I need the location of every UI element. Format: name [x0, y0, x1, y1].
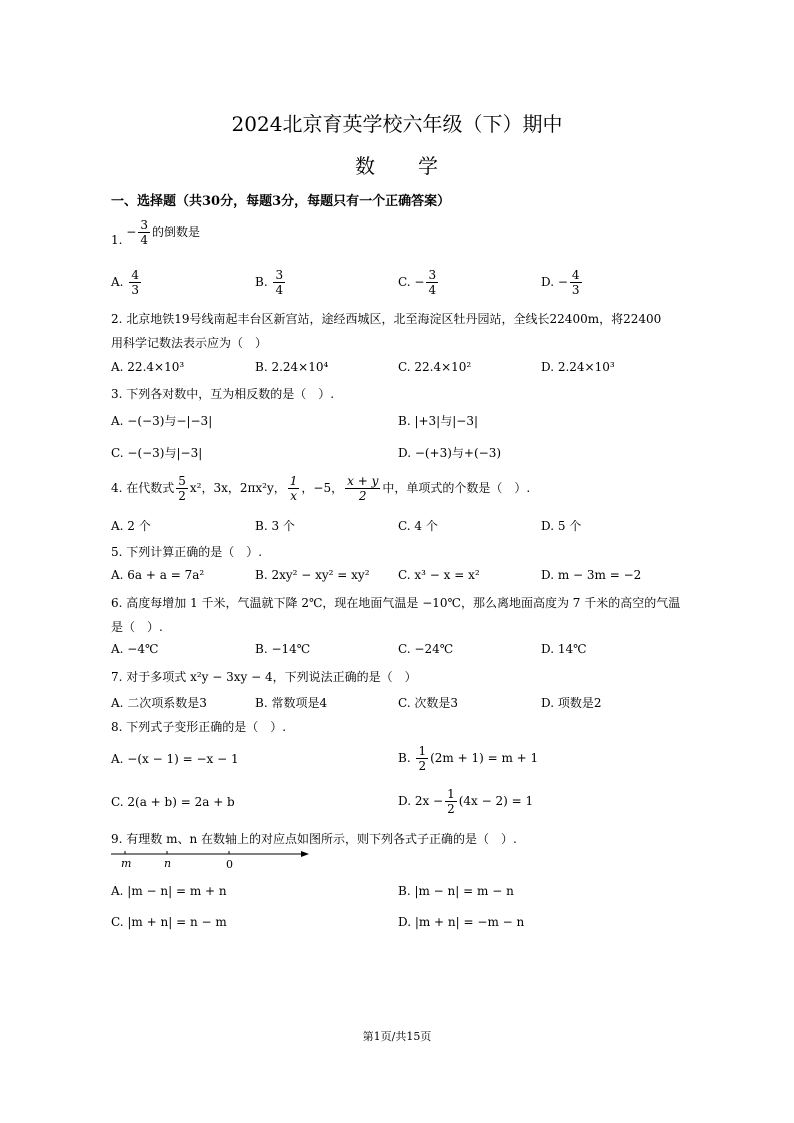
q5-option-c[interactable]: C. x³ − x = x² — [398, 568, 480, 582]
fraction: $\frac{1}{x}$ — [289, 474, 298, 503]
q3-option-b[interactable]: B. |+3|与|−3| — [398, 414, 478, 428]
q8-option-a[interactable]: A. −(x − 1) = −x − 1 — [111, 752, 239, 766]
label-m: m — [121, 857, 132, 870]
q4-option-b[interactable]: B. 3 个 — [255, 519, 295, 533]
question-6-line1: 6. 高度每增加 1 千米，气温就下降 2℃，现在地面气温是 −10℃，那么离地面高度为 7 千米的高空的气温 — [111, 596, 681, 610]
q2-option-c[interactable]: C. 22.4×10² — [398, 360, 472, 374]
page-footer: 第1页/共15页 — [362, 1030, 432, 1043]
q2-option-b[interactable]: B. 2.24×10⁴ — [255, 360, 329, 374]
question-3: 3. 下列各对数中，互为相反数的是（ ）. — [111, 387, 335, 401]
q3-option-a[interactable]: A. −(−3)与−|−3| — [111, 414, 213, 428]
q4-option-d[interactable]: D. 5 个 — [541, 519, 582, 533]
question-1: 1. − $\frac{3}{4}$ 的倒数是 — [111, 218, 200, 247]
number-line-figure — [111, 848, 311, 870]
q7-option-d[interactable]: D. 项数是2 — [541, 696, 602, 710]
q6-option-a[interactable]: A. −4℃ — [111, 642, 159, 656]
question-5: 5. 下列计算正确的是（ ）. — [111, 545, 263, 559]
page-title: 2024北京育英学校六年级（下）期中 — [231, 112, 563, 136]
q7-option-a[interactable]: A. 二次项系数是3 — [111, 696, 207, 710]
question-2-line2: 用科学记数法表示应为（ ） — [111, 336, 268, 350]
q9-option-c[interactable]: C. |m + n| = n − m — [111, 915, 227, 929]
q6-option-b[interactable]: B. −14℃ — [255, 642, 311, 656]
question-9: 9. 有理数 m、n 在数轴上的对应点如图所示，则下列各式子正确的是（ ）. — [111, 832, 517, 846]
q3-option-c[interactable]: C. −(−3)与|−3| — [111, 446, 203, 460]
q9-option-d[interactable]: D. |m + n| = −m − n — [398, 915, 525, 929]
question-8: 8. 下列式子变形正确的是（ ）. — [111, 720, 287, 734]
q6-option-c[interactable]: C. −24℃ — [398, 642, 454, 656]
q6-option-d[interactable]: D. 14℃ — [541, 642, 587, 656]
fraction: $\frac{3}{4}$ — [140, 218, 148, 247]
q1-option-a[interactable]: A. $\frac{4}{3}$ — [111, 268, 139, 297]
question-4: 4. 在代数式 $\frac{5}{2}$ x²，3x，2πx²y， $\frac{1}{x}$ ，−5， $\frac{x + y}{2}$ 中，单项式的个数是（ ）. — [111, 474, 531, 503]
q1-option-b[interactable]: B. $\frac{3}{4}$ — [255, 268, 284, 297]
q4-option-a[interactable]: A. 2 个 — [111, 519, 151, 533]
label-zero: 0 — [226, 858, 233, 870]
question-6-line2: 是（ ）. — [111, 620, 163, 634]
q7-option-b[interactable]: B. 常数项是4 — [255, 696, 328, 710]
q8-option-b[interactable]: B. $\frac{1}{2}$ (2m + 1) = m + 1 — [398, 744, 539, 773]
q9-option-a[interactable]: A. |m − n| = m + n — [111, 884, 227, 898]
q2-option-d[interactable]: D. 2.24×10³ — [541, 360, 615, 374]
q5-option-d[interactable]: D. m − 3m = −2 — [541, 568, 642, 582]
q5-option-b[interactable]: B. 2xy² − xy² = xy² — [255, 568, 370, 582]
q3-option-d[interactable]: D. −(+3)与+(−3) — [398, 446, 502, 460]
q5-option-a[interactable]: A. 6a + a = 7a² — [111, 568, 205, 582]
fraction: $\frac{5}{2}$ — [178, 474, 186, 503]
label-n: n — [164, 857, 172, 870]
page-subtitle: 数 学 — [355, 154, 439, 178]
question-2-line1: 2. 北京地铁19号线南起丰台区新宫站，途经西城区，北至海淀区牡丹园站，全线长22400m，将22400 — [111, 312, 662, 326]
q7-option-c[interactable]: C. 次数是3 — [398, 696, 459, 710]
q1-option-c[interactable]: C. − $\frac{3}{4}$ — [398, 268, 437, 297]
question-7: 7. 对于多项式 x²y − 3xy − 4，下列说法正确的是（ ） — [111, 670, 417, 684]
q8-option-d[interactable]: D. 2x − $\frac{1}{2}$ (4x − 2) = 1 — [398, 787, 534, 816]
q2-option-a[interactable]: A. 22.4×10³ — [111, 360, 185, 374]
fraction: $\frac{x + y}{2}$ — [347, 474, 379, 503]
q9-option-b[interactable]: B. |m − n| = m − n — [398, 884, 514, 898]
q4-option-c[interactable]: C. 4 个 — [398, 519, 438, 533]
section-heading: 一、选择题（共30分，每题3分，每题只有一个正确答案） — [111, 194, 451, 209]
q1-option-d[interactable]: D. − $\frac{4}{3}$ — [541, 268, 580, 297]
q8-option-c[interactable]: C. 2(a + b) = 2a + b — [111, 795, 235, 809]
